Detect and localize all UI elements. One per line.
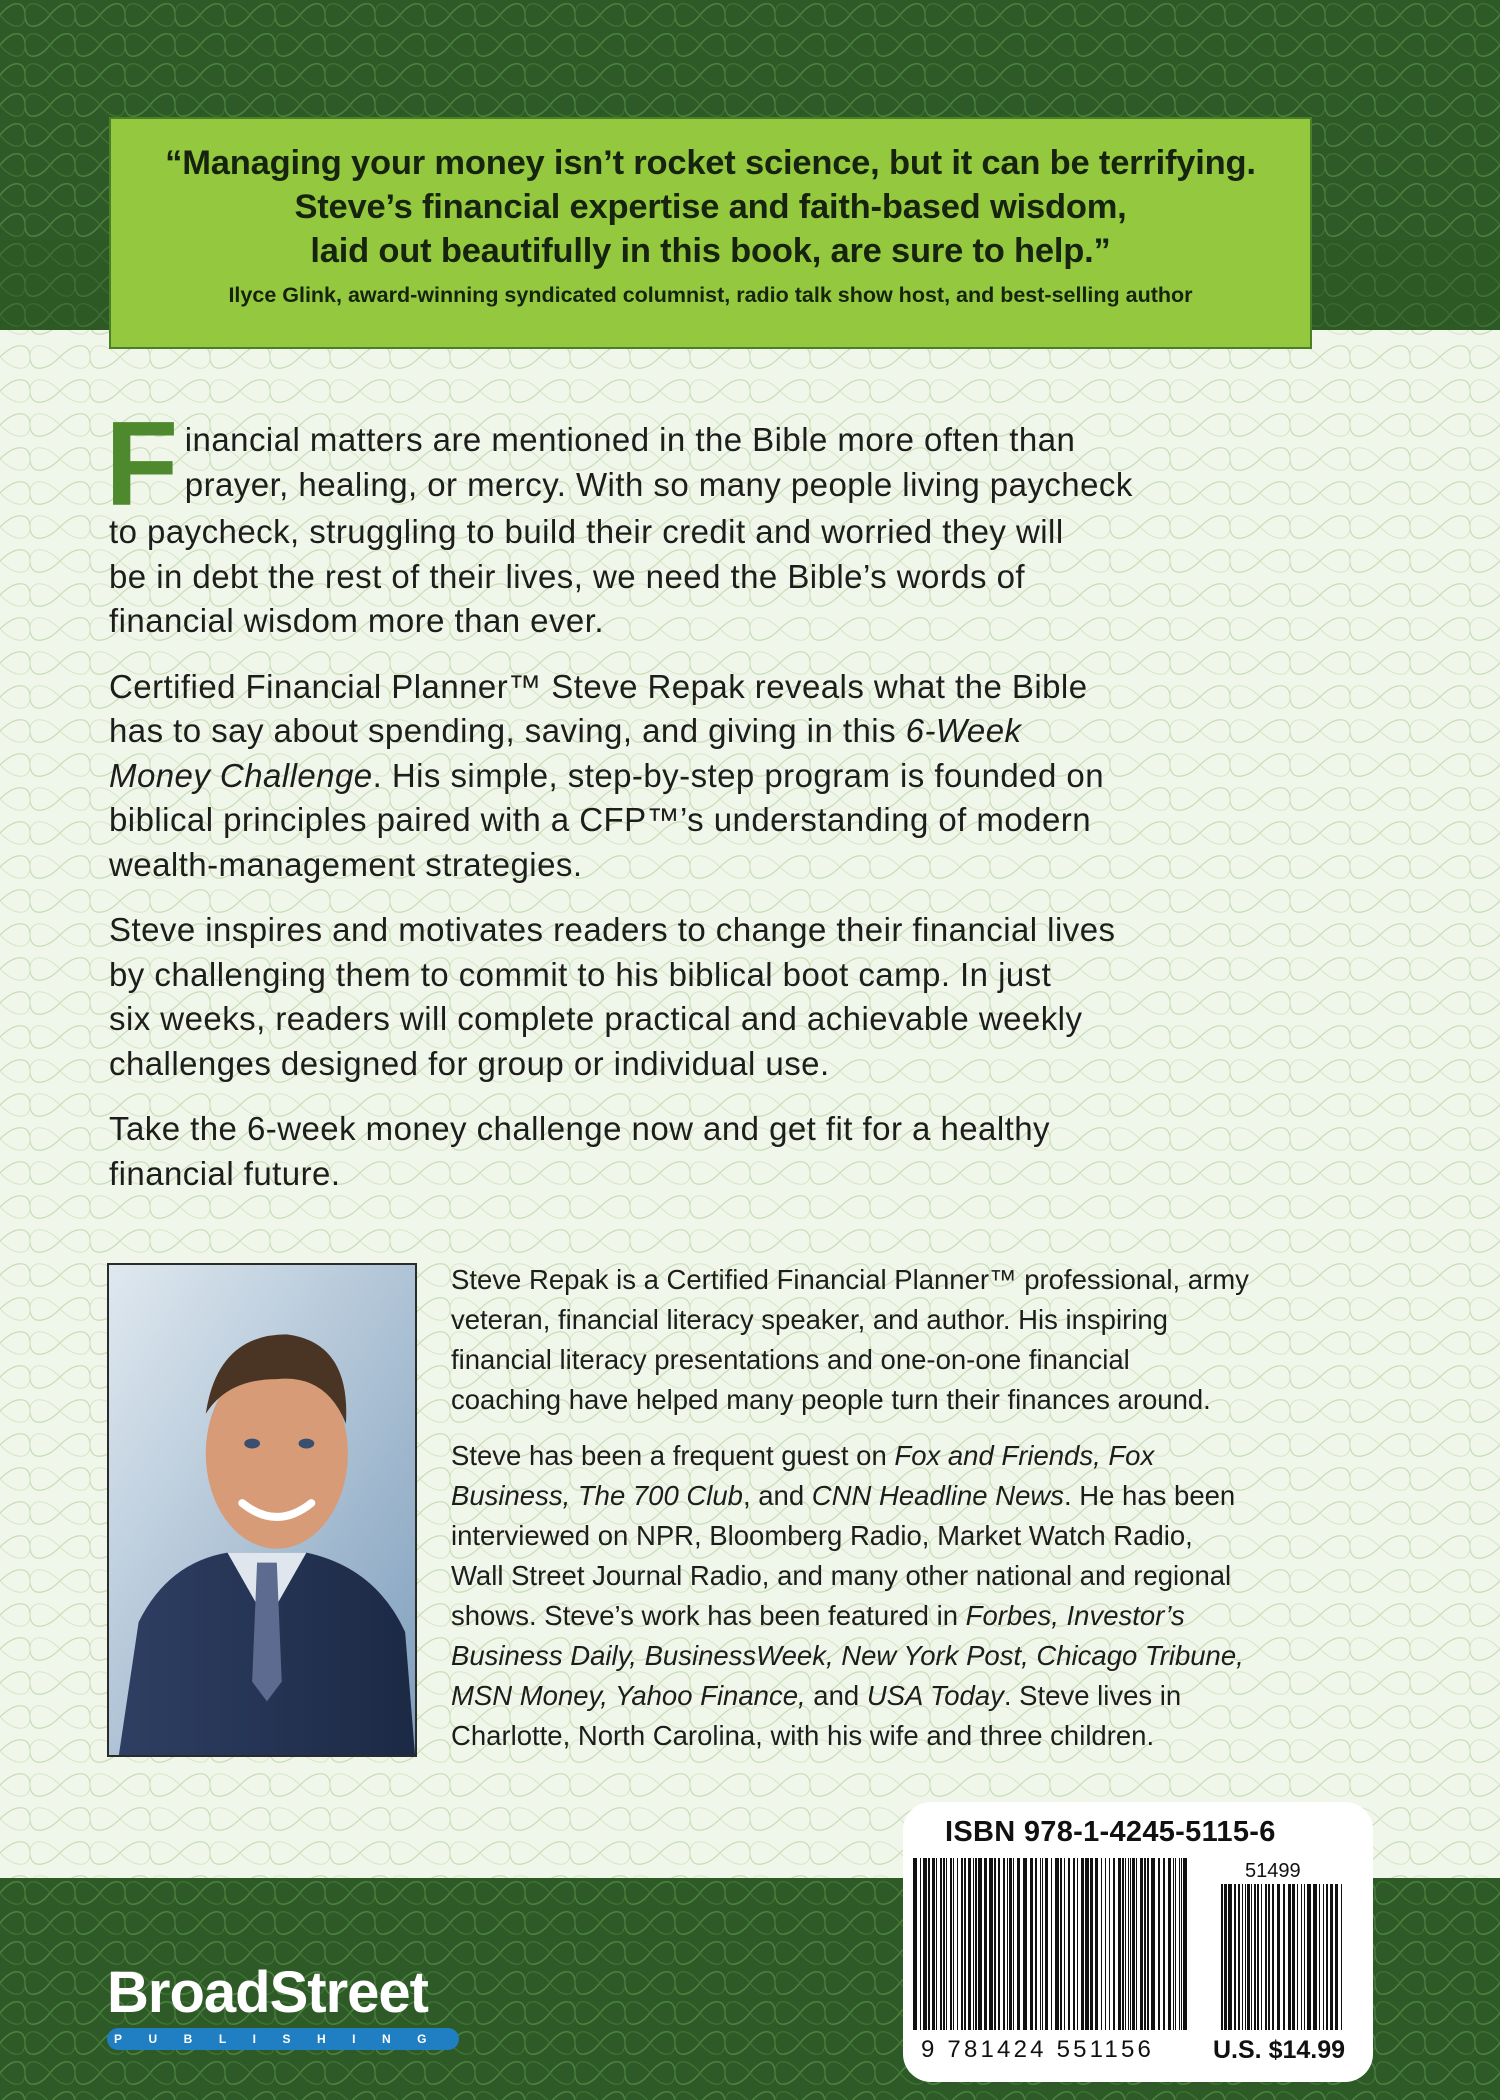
text-line: Steve inspires and motivates readers to change their financial lives (109, 911, 1116, 948)
barcode-bar (998, 1858, 1000, 2030)
barcode-bar (923, 1858, 927, 2030)
text-segment: Steve has been a frequent guest on (451, 1440, 895, 1471)
text-line: Certified Financial Planner™ Steve Repak reveals what the Bible (109, 667, 1088, 705)
barcode-bar (1068, 1858, 1070, 2030)
barcode-bar (1330, 1884, 1333, 2030)
barcode-bar (913, 1858, 917, 2030)
barcode-bar (1017, 1858, 1020, 2030)
barcode-bar (989, 1858, 993, 2030)
barcode-bar (1238, 1884, 1240, 2030)
text-line: Steve Repak is a Certified Financial Planner™ professional, army (451, 1264, 1249, 1295)
barcode-bar (1081, 1858, 1084, 2030)
text-line: prayer, healing, or mercy. With so many people living paycheck (184, 465, 1133, 503)
barcode-bar (1261, 1884, 1262, 2030)
text-segment: and (805, 1680, 867, 1711)
media-title-italic: Forbes, Investor’s (965, 1600, 1185, 1631)
barcode-bar (1007, 1858, 1008, 2030)
barcode-bar (1168, 1858, 1171, 2030)
publisher-subtitle (107, 2028, 459, 2052)
barcode-bar (943, 1858, 945, 2030)
text-segment: shows. Steve’s work has been featured in (451, 1600, 966, 1631)
price-code: 51499 (1245, 1860, 1301, 1882)
text-line: biblical principles paired with a CFP™’s understanding of modern (109, 801, 1092, 838)
barcode-bar (1090, 1858, 1093, 2030)
barcode-bar (1140, 1858, 1143, 2030)
text-line: challenges designed for group or individual use. (109, 1044, 830, 1082)
barcode-bar (928, 1858, 930, 2030)
barcode-bar (1003, 1858, 1005, 2030)
author-photo (107, 1263, 417, 1757)
barcode-bar (1163, 1858, 1165, 2030)
barcode-bar (973, 1858, 974, 2030)
text-segment: . His simple, step-by-step program is founded on (372, 756, 1105, 794)
bio-paragraph-2 (451, 1436, 1351, 1756)
barcode-bar (978, 1858, 982, 2030)
text-segment: . He has been (1063, 1480, 1236, 1511)
description-paragraph-1 (105, 397, 1339, 644)
media-title-italic: CNN Headline News (811, 1480, 1064, 1511)
text-line: Take the 6-week money challenge now and get fit for a healthy (109, 1110, 1051, 1147)
barcode-bar (1326, 1884, 1328, 2030)
ean-barcode (911, 1858, 1191, 2030)
description-paragraph-4 (109, 1107, 1339, 1196)
barcode-bar (1319, 1884, 1320, 2030)
barcode-bar (1301, 1884, 1302, 2030)
publisher-logo (107, 1962, 459, 2052)
text-line: veteran, financial literacy speaker, and author. His inspiring (451, 1304, 1168, 1335)
barcode-bar (936, 1858, 937, 2030)
isbn-barcode-box (903, 1802, 1373, 2082)
author-bio (451, 1260, 1351, 1772)
barcode-bar (964, 1858, 966, 2030)
barcode-bar (1132, 1858, 1135, 2030)
barcode-bar (1009, 1858, 1012, 2030)
barcode-bar (1030, 1858, 1033, 2030)
barcode-bar (1257, 1884, 1259, 2030)
media-title-italic: Fox and Friends, Fox (894, 1440, 1155, 1471)
barcode-bar (968, 1858, 971, 2030)
barcode-bar (961, 1858, 963, 2030)
barcode-bar (1304, 1884, 1305, 2030)
barcode-bar (1064, 1858, 1065, 2030)
barcode-bar (1183, 1858, 1187, 2030)
barcode-bar (1040, 1858, 1041, 2030)
text-line (109, 754, 1339, 799)
barcode-bar (975, 1858, 977, 2030)
barcode-bar (1118, 1858, 1121, 2030)
barcode-bar (1228, 1884, 1232, 2030)
text-line: Charlotte, North Carolina, with his wife and three children. (451, 1720, 1155, 1751)
media-title-italic: MSN Money, Yahoo Finance, (451, 1680, 806, 1711)
text-line: coaching have helped many people turn their finances around. (451, 1384, 1211, 1415)
text-line: to paycheck, struggling to build their credit and worried they will (109, 513, 1064, 550)
media-title-italic: USA Today (866, 1680, 1004, 1711)
barcode-bar (932, 1858, 935, 2030)
barcode-bar (1125, 1858, 1126, 2030)
barcode-bar (1181, 1858, 1182, 2030)
barcode-digits: 9 781424 551156 (921, 2036, 1155, 2063)
text-line: financial future. (109, 1154, 341, 1192)
barcode-bar (1013, 1858, 1014, 2030)
barcode-bar (1175, 1858, 1176, 2030)
barcode-bar (1128, 1858, 1129, 2030)
text-line (451, 1676, 1351, 1716)
barcode-bar (1254, 1884, 1256, 2030)
barcode-bar (1335, 1884, 1338, 2030)
barcode-bar (1297, 1884, 1298, 2030)
barcode-bar (1077, 1858, 1078, 2030)
barcode-bar (1292, 1884, 1295, 2030)
text-line (451, 1636, 1351, 1676)
barcode-bar (1085, 1858, 1089, 2030)
text-line: financial wisdom more than ever. (109, 602, 604, 639)
publisher-name: BroadStreet (107, 1960, 428, 2025)
barcode-bar (1221, 1884, 1223, 2030)
description-paragraph-3 (109, 908, 1339, 1086)
barcode-bar (984, 1858, 987, 2030)
barcode-bar (940, 1858, 942, 2030)
quote-attribution: Ilyce Glink, award-winning syndicated columnist, radio talk show host, and best-selling author (228, 283, 1193, 307)
barcode-bar (1313, 1884, 1317, 2030)
barcode-bar (1247, 1884, 1250, 2030)
text-line: by challenging them to commit to his biblical boot camp. In just (109, 955, 1052, 993)
barcode-bar (1055, 1858, 1059, 2030)
barcode-bar (1101, 1858, 1102, 2030)
drop-cap-letter: F (105, 397, 179, 531)
barcode-bar (1265, 1884, 1267, 2030)
barcode-bar (1109, 1858, 1110, 2030)
description-paragraph-2 (109, 665, 1339, 888)
text-line: six weeks, readers will complete practical and achievable weekly (109, 1000, 1083, 1037)
barcode-bar (1035, 1858, 1037, 2030)
text-segment: . Steve lives in (1003, 1680, 1182, 1711)
barcode-bar (1272, 1884, 1274, 2030)
endorsement-quote (141, 141, 1280, 273)
text-line: wealth-management strategies. (109, 845, 583, 883)
publishing-label: PUBLISHING (114, 2032, 454, 2046)
barcode-bar (1023, 1858, 1027, 2030)
barcode-bar (1045, 1858, 1048, 2030)
endorsement-quote-box (109, 117, 1312, 349)
text-line: Wall Street Journal Radio, and many other national and regional (451, 1560, 1232, 1591)
quote-line: “Managing your money isn’t rocket science, but it can be terrifying. (165, 144, 1256, 182)
barcode-bar (1268, 1884, 1270, 2030)
barcode-bar (1307, 1884, 1311, 2030)
quote-line: Steve’s financial expertise and faith-based wisdom, (294, 188, 1127, 226)
text-segment: , and (742, 1480, 812, 1511)
barcode-bar (1042, 1858, 1043, 2030)
barcode-bar (1224, 1884, 1227, 2030)
text-segment: has to say about spending, saving, and giving in this (109, 712, 906, 749)
barcode-bar (1242, 1884, 1243, 2030)
isbn-number: ISBN 978-1-4245-5115-6 (945, 1816, 1276, 1848)
barcode-bar (1105, 1858, 1106, 2030)
barcode-bar (1251, 1884, 1252, 2030)
media-title-italic: Business Daily, BusinessWeek, New York Post, Chicago Tribune, (451, 1640, 1244, 1671)
text-line (451, 1436, 1351, 1476)
barcode-bar (1158, 1858, 1160, 2030)
bio-paragraph-1 (451, 1260, 1351, 1420)
text-line: interviewed on NPR, Bloomberg Radio, Market Watch Radio, (451, 1520, 1193, 1551)
barcode-bar (1151, 1858, 1155, 2030)
barcode-bar (1234, 1884, 1236, 2030)
barcode-bar (957, 1858, 958, 2030)
barcode-bar (953, 1858, 954, 2030)
barcode-bar (1051, 1858, 1052, 2030)
barcode-bar (1179, 1858, 1180, 2030)
barcode-bar (920, 1858, 921, 2030)
barcode-bar (1323, 1884, 1324, 2030)
barcode-bar (1122, 1858, 1124, 2030)
quote-line: laid out beautifully in this book, are sure to help.” (310, 232, 1111, 270)
barcode-bar (1136, 1858, 1137, 2030)
text-line (109, 709, 1339, 754)
barcode-bar (946, 1858, 947, 2030)
barcode-bar (1073, 1858, 1075, 2030)
barcode-bar (1288, 1884, 1291, 2030)
barcode-bar (1130, 1858, 1131, 2030)
barcode-bar (950, 1858, 952, 2030)
barcode-bar (1173, 1858, 1174, 2030)
barcode-bar (1144, 1858, 1146, 2030)
text-line (451, 1596, 1351, 1636)
text-line: financial literacy presentations and one-on-one financial (451, 1344, 1130, 1375)
text-line: be in debt the rest of their lives, we need the Bible’s words of (109, 557, 1026, 595)
barcode-bar (1283, 1884, 1285, 2030)
barcode-bar (1341, 1884, 1342, 2030)
retail-price: U.S. $14.99 (1213, 2036, 1346, 2064)
text-line: inancial matters are mentioned in the Bible more often than (184, 421, 1076, 458)
book-title-italic: Money Challenge (109, 756, 373, 794)
barcode-bar (1060, 1858, 1062, 2030)
media-title-italic: Business, The 700 Club (451, 1480, 743, 1511)
barcode-bar (1245, 1884, 1246, 2030)
barcode-bar (1147, 1858, 1149, 2030)
price-barcode (1219, 1884, 1347, 2030)
barcode-bar (994, 1858, 996, 2030)
text-line (451, 1476, 1351, 1516)
barcode-bar (1277, 1884, 1280, 2030)
book-description (105, 397, 1339, 1217)
barcode-bar (1095, 1858, 1098, 2030)
book-title-italic: 6-Week (905, 712, 1022, 749)
author-portrait-image (109, 1265, 415, 1755)
barcode-bar (1113, 1858, 1115, 2030)
